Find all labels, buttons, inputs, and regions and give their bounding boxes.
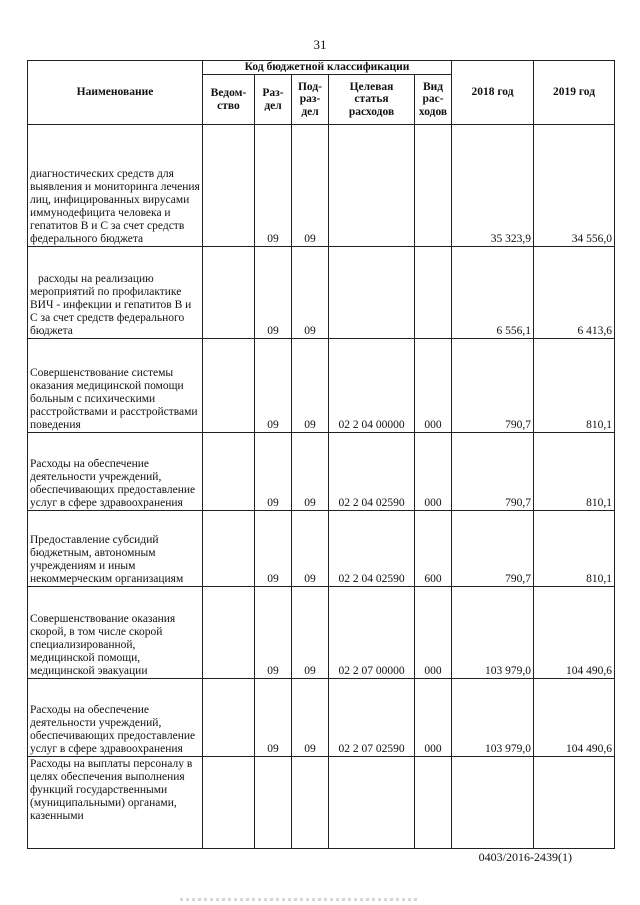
header-2018: 2018 год — [452, 61, 534, 125]
row-vid — [415, 125, 452, 247]
row-2018: 790,7 — [452, 339, 534, 433]
header-target: Целевая статья расходов — [329, 75, 415, 125]
row-2019: 810,1 — [534, 511, 615, 587]
row-target — [329, 757, 415, 849]
row-vid: 600 — [415, 511, 452, 587]
row-podrazdel: 09 — [292, 125, 329, 247]
row-podrazdel — [292, 757, 329, 849]
row-vid — [415, 757, 452, 849]
row-ved — [203, 511, 255, 587]
row-2019: 810,1 — [534, 433, 615, 511]
row-razdel: 09 — [255, 511, 292, 587]
row-podrazdel: 09 — [292, 511, 329, 587]
row-target: 02 2 07 00000 — [329, 587, 415, 679]
row-ved — [203, 339, 255, 433]
row-2019: 810,1 — [534, 339, 615, 433]
header-vid: Вид рас- ходов — [415, 75, 452, 125]
row-target: 02 2 04 00000 — [329, 339, 415, 433]
row-razdel: 09 — [255, 679, 292, 757]
row-name: диагностических средств для выявления и мониторинга лечения лиц, инфицированных вирусами иммунодефицита человека и гепатитов В и С за счет средств федерального бюджета — [28, 125, 203, 247]
row-target: 02 2 04 02590 — [329, 433, 415, 511]
row-razdel: 09 — [255, 339, 292, 433]
row-2018: 790,7 — [452, 511, 534, 587]
row-razdel: 09 — [255, 587, 292, 679]
row-2019: 6 413,6 — [534, 247, 615, 339]
scan-artifact — [180, 898, 420, 901]
row-vid: 000 — [415, 587, 452, 679]
row-razdel — [255, 757, 292, 849]
table-row — [28, 587, 615, 679]
budget-table — [27, 60, 615, 849]
row-name: Расходы на выплаты персоналу в целях обеспечения выполнения функций государственными (муниципальными) органами, казенными — [28, 757, 203, 849]
row-target — [329, 125, 415, 247]
row-vid: 000 — [415, 339, 452, 433]
row-name: расходы на реализацию мероприятий по профилактике ВИЧ - инфекции и гепатитов В и С за счет средств федерального бюджета — [28, 247, 203, 339]
row-2018: 6 556,1 — [452, 247, 534, 339]
row-vid: 000 — [415, 679, 452, 757]
row-2019: 34 556,0 — [534, 125, 615, 247]
header-vedomstvo: Ведом- ство — [203, 75, 255, 125]
row-target: 02 2 04 02590 — [329, 511, 415, 587]
header-razdel: Раз- дел — [255, 75, 292, 125]
row-name: Предоставление субсидий бюджетным, автономным учреждениям и иным некоммерческим организациям — [28, 511, 203, 587]
table-row — [28, 511, 615, 587]
row-vid: 000 — [415, 433, 452, 511]
row-target — [329, 247, 415, 339]
row-podrazdel: 09 — [292, 679, 329, 757]
row-2018: 103 979,0 — [452, 679, 534, 757]
row-2019: 104 490,6 — [534, 679, 615, 757]
header-podrazdel: Под- раз- дел — [292, 75, 329, 125]
row-2019 — [534, 757, 615, 849]
row-vid — [415, 247, 452, 339]
row-podrazdel: 09 — [292, 247, 329, 339]
table-row — [28, 339, 615, 433]
row-ved — [203, 433, 255, 511]
row-2018 — [452, 757, 534, 849]
row-podrazdel: 09 — [292, 587, 329, 679]
page-number: 31 — [313, 37, 327, 52]
row-razdel: 09 — [255, 125, 292, 247]
table-row — [28, 433, 615, 511]
row-ved — [203, 757, 255, 849]
header-name: Наименование — [28, 61, 203, 125]
table-row — [28, 125, 615, 247]
row-ved — [203, 125, 255, 247]
row-2019: 104 490,6 — [534, 587, 615, 679]
row-ved — [203, 679, 255, 757]
row-razdel: 09 — [255, 247, 292, 339]
row-2018: 35 323,9 — [452, 125, 534, 247]
row-podrazdel: 09 — [292, 339, 329, 433]
row-name: Совершенствование системы оказания медицинской помощи больным с психическими расстройствами и расстройствами поведения — [28, 339, 203, 433]
document-id: 0403/2016-2439(1) — [478, 850, 572, 864]
row-name: Совершенствование оказания скорой, в том числе скорой специализированной, медицинской помощи, медицинской эвакуации — [28, 587, 203, 679]
row-name: Расходы на обеспечение деятельности учреждений, обеспечивающих предоставление услуг в сфере здравоохранения — [28, 679, 203, 757]
header-code-group: Код бюджетной классификации — [203, 61, 452, 75]
row-name: Расходы на обеспечение деятельности учреждений, обеспечивающих предоставление услуг в сфере здравоохранения — [28, 433, 203, 511]
header-2019: 2019 год — [534, 61, 615, 125]
row-2018: 103 979,0 — [452, 587, 534, 679]
row-razdel: 09 — [255, 433, 292, 511]
table-row — [28, 679, 615, 757]
table-row — [28, 757, 615, 849]
row-target: 02 2 07 02590 — [329, 679, 415, 757]
row-ved — [203, 587, 255, 679]
row-podrazdel: 09 — [292, 433, 329, 511]
table-row — [28, 247, 615, 339]
row-ved — [203, 247, 255, 339]
row-2018: 790,7 — [452, 433, 534, 511]
